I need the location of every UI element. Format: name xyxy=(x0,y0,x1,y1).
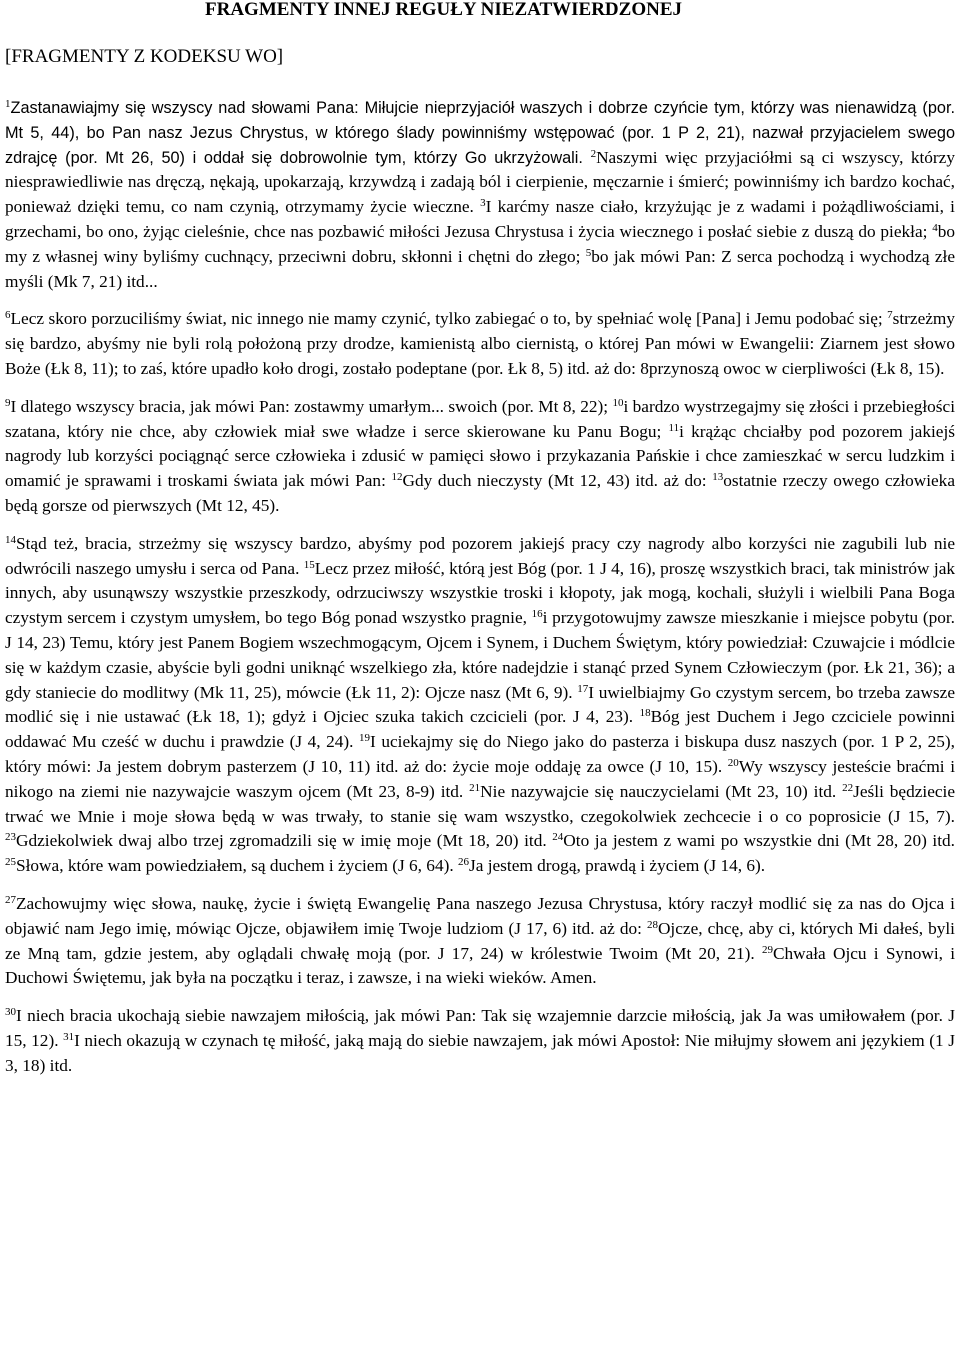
verse-number: 21 xyxy=(469,781,481,794)
verse-text: i przygotowujmy zawsze mieszkanie i miejsce pobytu (por. J 14, 23) Temu, który jest Panem Bogiem wszechmogącym, Ojcem i Synem, i Duchem Świętym, który powiedział: Czuwajcie i módlcie się w każdym czasie, abyście byli godni uniknąć wszelkiego zła, które nadejdzie i stanąć przed Synem Człowieczym (por. Łk 21, 36); a gdy staniecie do modlitwy (Mk 11, 25), mówcie (Łk 11, 2): Ojcze nasz (Mt 6, 9). xyxy=(5,608,955,702)
verse-number: 25 xyxy=(5,856,16,869)
verse-number: 23 xyxy=(5,831,16,844)
document-body xyxy=(5,96,955,1091)
verse-text: Zachowujmy więc słowa, naukę, życie i świętą Ewangelię Pana naszego Jezusa Chrystusa, który raczył modlić się za nas do Ojca i objawić nam Jego imię, mówiąc Ojcze, objawiłem imię Twoje ludziom (J 17, 6) itd. aż do: xyxy=(5,893,955,938)
verse-text: I niech bracia ukochają siebie nawzajem miłością, jak mówi Pan: Tak się wzajemnie darzcie miłością, jak Ja was umiłowałem (por. J 15, 12). xyxy=(5,1006,955,1050)
verse-text: Jeśli będziecie trwać we Mnie i moje słowa będą w was trwały, to stanie się wam wszystko, czegokolwiek zechcecie i o co poprosicie (J 15, 7). xyxy=(5,781,956,826)
verse-text: I uwielbiajmy Go czystym sercem, bo trzeba zawsze modlić się i nie ustawać (Łk 18, 1); gdyż i Ojciec szuka takich czcicieli (por. J 4, 23). xyxy=(5,682,955,727)
document-subtitle: [FRAGMENTY Z KODEKSU WO] xyxy=(5,46,284,67)
verse-text: ostatnie rzeczy owego człowieka będą gorsze od pierwszych (Mt 12, 45). xyxy=(5,471,955,515)
paragraph xyxy=(5,1004,955,1078)
verse-text: I niech okazują w czynach tę miłość, jaką mają do siebie nawzajem, jak mówi Apostoł: Nie miłujmy słowem ani językiem (1 J 3, 18) itd. xyxy=(5,1030,955,1075)
verse-number: 6 xyxy=(5,309,11,322)
verse-number: 11 xyxy=(668,421,680,434)
verse-text: bo my z własnej winy byliśmy cuchnący, przeciwni dobru, skłonni i chętni do złego; xyxy=(5,221,955,266)
verse-text: Naszymi więc przyjaciółmi są ci wszyscy, którzy niesprawiedliwie nas dręczą, nękają, upokarzają, krzywdzą i zadają ból i cierpienie, męczarnie i śmierć; powinniśmy ich bardzo kochać, ponieważ dzięki temu, co nam czynią, otrzymamy życie wieczne. xyxy=(5,147,955,217)
verse-text: Oto ja jestem z wami po wszystkie dni (Mt 28, 20) itd. xyxy=(563,831,955,851)
verse-text: Lecz przez miłość, którą jest Bóg (por. 1 J 4, 16), proszę wszystkich braci, tak ministrów jak innych, aby usunąwszy wszystkie przeszkody, odrzuciwszy wszystkie troski i kłopoty, jak mogą, kochali, służyli i wielbili Pana Boga czystym sercem i czystym umysłem, bo tego Bóg ponad wszystko pragnie, xyxy=(5,558,956,628)
verse-text: strzeżmy się bardzo, abyśmy nie byli rolą położoną przy drodze, kamienistą albo ciernistą, o której Pan mówi w Ewangelii: Ziarnem jest słowo Boże (Łk 8, 11); to zaś, które upadło koło drogi, zostało podeptane (por. Łk 8, 5) itd. aż do: 8przynoszą owoc w cierpliwości (Łk 8, 15). xyxy=(5,309,955,378)
verse-text: Ja jestem drogą, prawdą i życiem (J 14, 6). xyxy=(469,856,766,876)
paragraph xyxy=(5,892,955,991)
verse-text: Lecz skoro porzuciliśmy świat, nic innego nie mamy czynić, tylko zabiegać o to, by spełniać wolę [Pana] i Jemu podobać się; xyxy=(10,309,888,329)
verse-number: 12 xyxy=(391,471,403,484)
verse-number: 28 xyxy=(646,918,658,931)
verse-number: 5 xyxy=(585,246,592,259)
verse-number: 20 xyxy=(727,756,739,769)
document-title: FRAGMENTY INNEJ REGUŁY NIEZATWIERDZONEJ xyxy=(205,0,682,20)
verse-text: Ojcze, chcę, aby ci, których Mi dałeś, byli ze Mną tam, gdzie jestem, aby oglądali chwałę moją (por. J 17, 24) w królestwie Twoim (Mt 20, 21). xyxy=(5,918,955,963)
verse-text: Słowa, które wam powiedziałem, są duchem i życiem (J 6, 64). xyxy=(16,856,458,876)
verse-number: 13 xyxy=(712,471,724,484)
verse-number: 22 xyxy=(842,781,854,794)
verse-number: 30 xyxy=(5,1006,16,1019)
verse-number: 9 xyxy=(5,396,11,409)
verse-text: Wy wszyscy jesteście braćmi i nikogo na ziemi nie nazywajcie waszym ojcem (Mt 23, 8-9) itd. xyxy=(5,756,955,801)
verse-number: 14 xyxy=(5,533,16,546)
verse-number: 27 xyxy=(5,893,16,906)
verse-text: I uciekajmy się do Niego jako do pasterza i biskupa dusz naszych (por. 1 P 2, 25), który mówi: Ja jestem dobrym pasterzem (J 10, 11) itd. aż do: życie moje oddaję za owce (J 10, 15). xyxy=(5,732,955,776)
verse-number: 3 xyxy=(480,197,486,210)
verse-text: Bóg jest Duchem i Jego czciciele powinni oddawać Mu cześć w duchu i prawdzie (J 4, 24). xyxy=(5,707,955,752)
verse-number: 15 xyxy=(303,558,315,571)
verse-text: I dlatego wszyscy bracia, jak mówi Pan: zostawmy umarłym... swoich (por. Mt 8, 22); xyxy=(10,396,613,416)
verse-number: 19 xyxy=(359,732,371,745)
verse-number: 4 xyxy=(932,221,938,234)
verse-text: Gdziekolwiek dwaj albo trzej zgromadzili się w imię moje (Mt 18, 20) itd. xyxy=(16,831,553,851)
verse-number: 31 xyxy=(63,1030,75,1043)
verse-number: 1 xyxy=(5,98,11,110)
verse-text: Gdy duch nieczysty (Mt 12, 43) itd. aż do: xyxy=(402,471,713,491)
verse-text: Zastanawiajmy się wszyscy nad słowami Pana: Miłujcie nieprzyjaciół waszych i dobrze czyńcie tym, którzy was nienawidzą (por. Mt 5, 44), bo Pan nasz Jezus Chrystus, w którego ślady powinniśmy wstępować (por. 1 P 2, 21), nazwał przyjacielem swego zdrajcę (por. Mt 26, 50) i oddał się dobrowolnie tym, którzy Go ukrzyżowali. xyxy=(5,99,955,167)
verse-number: 18 xyxy=(639,707,651,720)
verse-text: Stąd też, bracia, strzeżmy się wszyscy bardzo, abyśmy pod pozorem jakiejś pracy czy nagrody albo korzyści nie zagubili lub nie odwrócili naszego umysłu i serca od Pana. xyxy=(5,533,955,578)
paragraph xyxy=(5,96,955,294)
verse-number: 17 xyxy=(577,682,589,695)
paragraph xyxy=(5,395,955,519)
verse-text: Chwała Ojcu i Synowi, i Duchowi Świętemu, jak była na początku i teraz, i zawsze, i na wieki wieków. Amen. xyxy=(5,943,955,988)
verse-number: 16 xyxy=(531,608,543,621)
verse-number: 10 xyxy=(612,396,624,409)
verse-number: 29 xyxy=(761,943,773,956)
paragraph xyxy=(5,307,955,381)
verse-text: i bardzo wystrzegajmy się złości i przebiegłości szatana, który nie chce, aby człowiek miał swe władze i serce skierowane ku Panu Bogu; xyxy=(5,396,955,441)
verse-text: i krążąc chciałby pod pozorem jakiejś nagrody lub korzyści pociągnąć serce człowieka i zdusić w pamięci słowo i przykazania Pańskie i chce zamieszkać w sercu ludzkim i omamić je sprawami i troskami świata jak mówi Pan: xyxy=(5,421,955,491)
verse-number: 7 xyxy=(887,309,893,322)
verse-text: Nie nazywajcie się nauczycielami (Mt 23, 10) itd. xyxy=(480,781,843,801)
verse-number: 26 xyxy=(458,856,469,869)
verse-text: I karćmy nasze ciało, krzyżując je z wadami i pożądliwościami, i grzechami, bo ono, żyjąc cieleśnie, chce nas pozbawić miłości Jezusa Chrystusa i życia wiecznego i posłać siebie z duszą do piekła; xyxy=(5,197,955,241)
verse-number: 24 xyxy=(552,831,564,844)
paragraph xyxy=(5,532,955,879)
verse-number: 2 xyxy=(590,147,597,160)
verse-text: bo jak mówi Pan: Z serca pochodzą i wychodzą złe myśli (Mk 7, 21) itd... xyxy=(5,246,956,291)
